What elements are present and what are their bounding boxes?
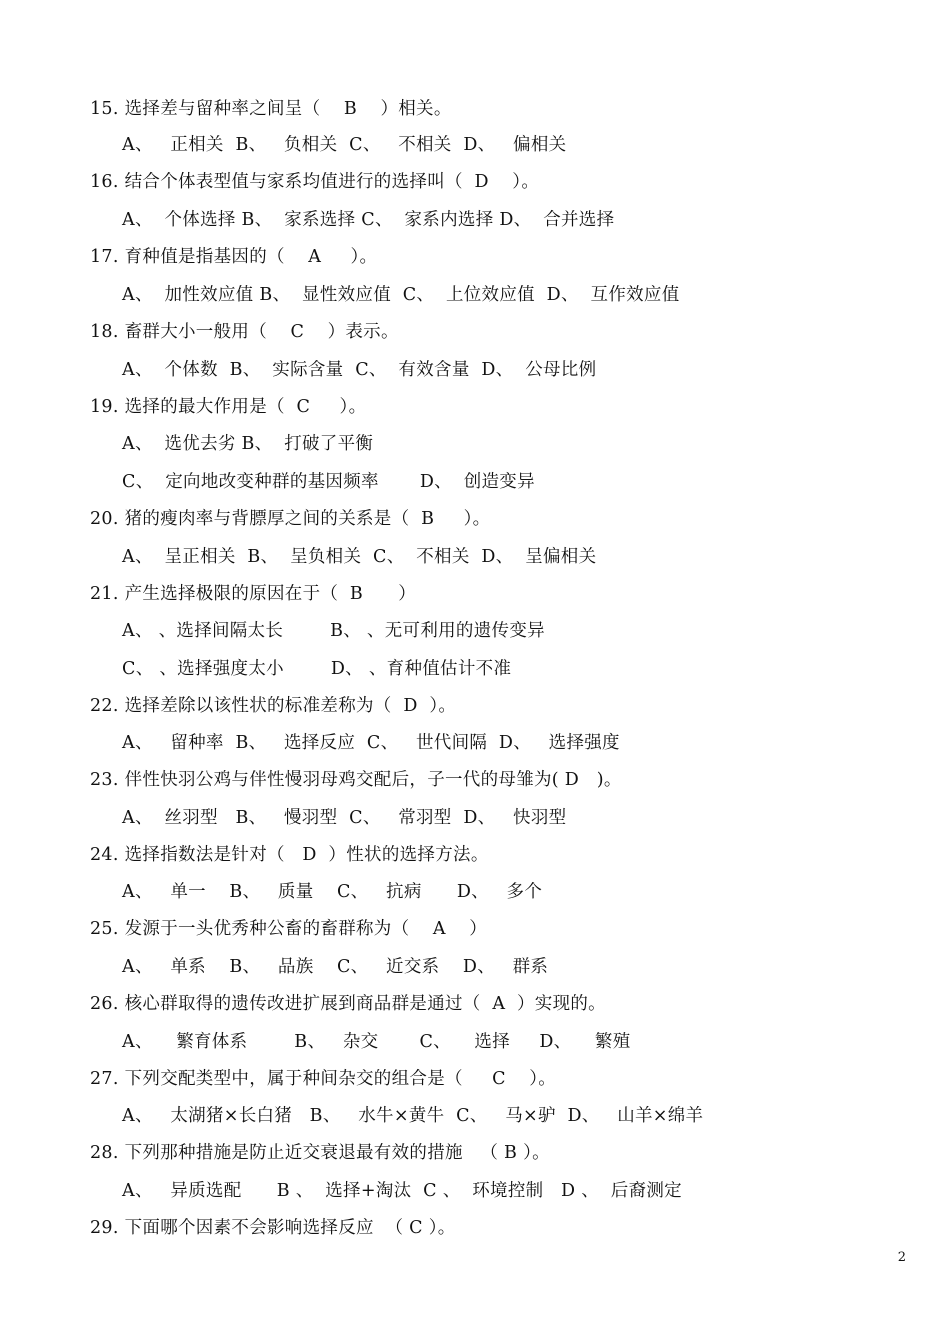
question-20: 20. 猪的瘦肉率与背膘厚之间的关系是（ B ）。 [90, 509, 491, 529]
question-19: 19. 选择的最大作用是（ C ）。 [90, 397, 367, 417]
options-28: A、 异质选配 B 、 选择+淘汰 C 、 环境控制 D 、 后裔测定 [122, 1181, 682, 1201]
options-18: A、 个体数 B、 实际含量 C、 有效含量 D、 公母比例 [122, 360, 597, 380]
question-18: 18. 畜群大小一般用（ C ）表示。 [90, 322, 399, 342]
question-23: 23. 伴性快羽公鸡与伴性慢羽母鸡交配后，子一代的母雏为( D )。 [90, 770, 622, 790]
question-26: 26. 核心群取得的遗传改进扩展到商品群是通过（ A ）实现的。 [90, 994, 606, 1014]
question-27: 27. 下列交配类型中，属于种间杂交的组合是（ C ）。 [90, 1069, 557, 1089]
question-21: 21. 产生选择极限的原因在于（ B ） [90, 584, 417, 604]
question-24: 24. 选择指数法是针对（ D ）性状的选择方法。 [90, 845, 489, 865]
options-19-line-2: C、 定向地改变种群的基因频率 D、 创造变异 [122, 472, 535, 492]
options-26: A、 繁育体系 B、 杂交 C、 选择 D、 繁殖 [122, 1032, 631, 1052]
options-22: A、 留种率 B、 选择反应 C、 世代间隔 D、 选择强度 [122, 733, 620, 753]
question-29: 29. 下面哪个因素不会影响选择反应 （ C ）。 [90, 1218, 456, 1238]
options-25: A、 单系 B、 品族 C、 近交系 D、 群系 [122, 957, 549, 977]
options-27: A、 太湖猪×长白猪 B、 水牛×黄牛 C、 马×驴 D、 山羊×绵羊 [122, 1106, 704, 1126]
options-21-line-2: C、 、选择强度太小 D、 、育种值估计不准 [122, 659, 512, 679]
options-19-line-1: A、 选优去劣 B、 打破了平衡 [122, 434, 374, 454]
options-21-line-1: A、 、选择间隔太长 B、 、无可利用的遗传变异 [122, 621, 545, 641]
question-16: 16. 结合个体表型值与家系均值进行的选择叫（ D ）。 [90, 172, 540, 192]
options-23: A、 丝羽型 B、 慢羽型 C、 常羽型 D、 快羽型 [122, 808, 567, 828]
question-25: 25. 发源于一头优秀种公畜的畜群称为（ A ） [90, 919, 488, 939]
options-20: A、 呈正相关 B、 呈负相关 C、 不相关 D、 呈偏相关 [122, 547, 597, 567]
question-17: 17. 育种值是指基因的（ A ）。 [90, 247, 378, 267]
question-15: 15. 选择差与留种率之间呈（ B ）相关。 [90, 99, 452, 119]
options-16: A、 个体选择 B、 家系选择 C、 家系内选择 D、 合并选择 [122, 210, 615, 230]
options-15: A、 正相关 B、 负相关 C、 不相关 D、 偏相关 [122, 135, 567, 155]
question-22: 22. 选择差除以该性状的标准差称为（ D ）。 [90, 696, 457, 716]
options-24: A、 单一 B、 质量 C、 抗病 D、 多个 [122, 882, 543, 902]
page-number: 2 [897, 1250, 906, 1265]
question-28: 28. 下列那种措施是防止近交衰退最有效的措施 （ B ）。 [90, 1143, 550, 1163]
options-17: A、 加性效应值 B、 显性效应值 C、 上位效应值 D、 互作效应值 [122, 285, 680, 305]
